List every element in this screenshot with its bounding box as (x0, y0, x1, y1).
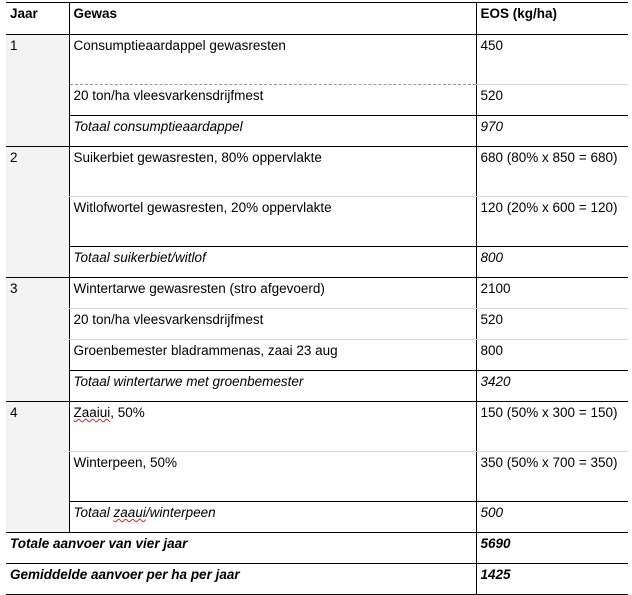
total-value: 3420 (476, 371, 628, 402)
total-label: Totaal suikerbiet/witlof (69, 247, 476, 278)
gewas-cell: 20 ton/ha vleesvarkensdrijfmest (69, 85, 476, 116)
gewas-cell: Winterpeen, 50% (69, 452, 476, 502)
header-row (6, 3, 628, 35)
grand-total-row (6, 533, 628, 564)
table-row (6, 278, 628, 309)
total-row (6, 371, 628, 402)
average-value: 1425 (476, 564, 628, 595)
gewas-cell: Witlofwortel gewasresten, 20% oppervlakte (69, 197, 476, 247)
total-suffix: /winterpeen (145, 505, 216, 520)
table-row (6, 35, 628, 85)
misspelled-word: Zaaiui (73, 405, 111, 420)
total-prefix: Totaal (73, 505, 114, 520)
gewas-cell: Wintertarwe gewasresten (stro afgevoerd) (69, 278, 476, 309)
total-row (6, 502, 628, 533)
header-eos: EOS (kg/ha) (476, 3, 628, 35)
grand-total-label: Totale aanvoer van vier jaar (6, 533, 476, 564)
year-cell: 2 (6, 147, 69, 278)
total-label: Totaal consumptieaardappel (69, 116, 476, 147)
table-row (6, 452, 628, 502)
table-row (6, 309, 628, 340)
gewas-cell (69, 402, 476, 452)
total-label (69, 502, 476, 533)
table-row (6, 197, 628, 247)
gewas-cell: Groenbemester bladrammenas, zaai 23 aug (69, 340, 476, 371)
eos-cell: 680 (80% x 850 = 680) (476, 147, 628, 197)
eos-cell: 520 (476, 309, 628, 340)
eos-cell: 350 (50% x 700 = 350) (476, 452, 628, 502)
total-row (6, 247, 628, 278)
total-row (6, 116, 628, 147)
eos-cell: 2100 (476, 278, 628, 309)
eos-table (6, 2, 628, 595)
total-value: 800 (476, 247, 628, 278)
header-jaar: Jaar (6, 3, 69, 35)
table-row (6, 147, 628, 197)
gewas-suffix: , 50% (110, 405, 145, 420)
total-value: 970 (476, 116, 628, 147)
year-cell: 1 (6, 35, 69, 147)
year-cell: 4 (6, 402, 69, 533)
eos-cell: 150 (50% x 300 = 150) (476, 402, 628, 452)
eos-cell: 120 (20% x 600 = 120) (476, 197, 628, 247)
gewas-cell: Suikerbiet gewasresten, 80% oppervlakte (69, 147, 476, 197)
misspelled-word: zaaui (113, 505, 146, 520)
eos-cell: 450 (476, 35, 628, 85)
table-row (6, 402, 628, 452)
gewas-cell: Consumptieaardappel gewasresten (69, 35, 476, 85)
gewas-cell: 20 ton/ha vleesvarkensdrijfmest (69, 309, 476, 340)
total-value: 500 (476, 502, 628, 533)
total-label: Totaal wintertarwe met groenbemester (69, 371, 476, 402)
table-row (6, 340, 628, 371)
table-row (6, 85, 628, 116)
header-gewas: Gewas (69, 3, 476, 35)
average-label: Gemiddelde aanvoer per ha per jaar (6, 564, 476, 595)
eos-cell: 520 (476, 85, 628, 116)
year-cell: 3 (6, 278, 69, 402)
eos-cell: 800 (476, 340, 628, 371)
grand-total-value: 5690 (476, 533, 628, 564)
